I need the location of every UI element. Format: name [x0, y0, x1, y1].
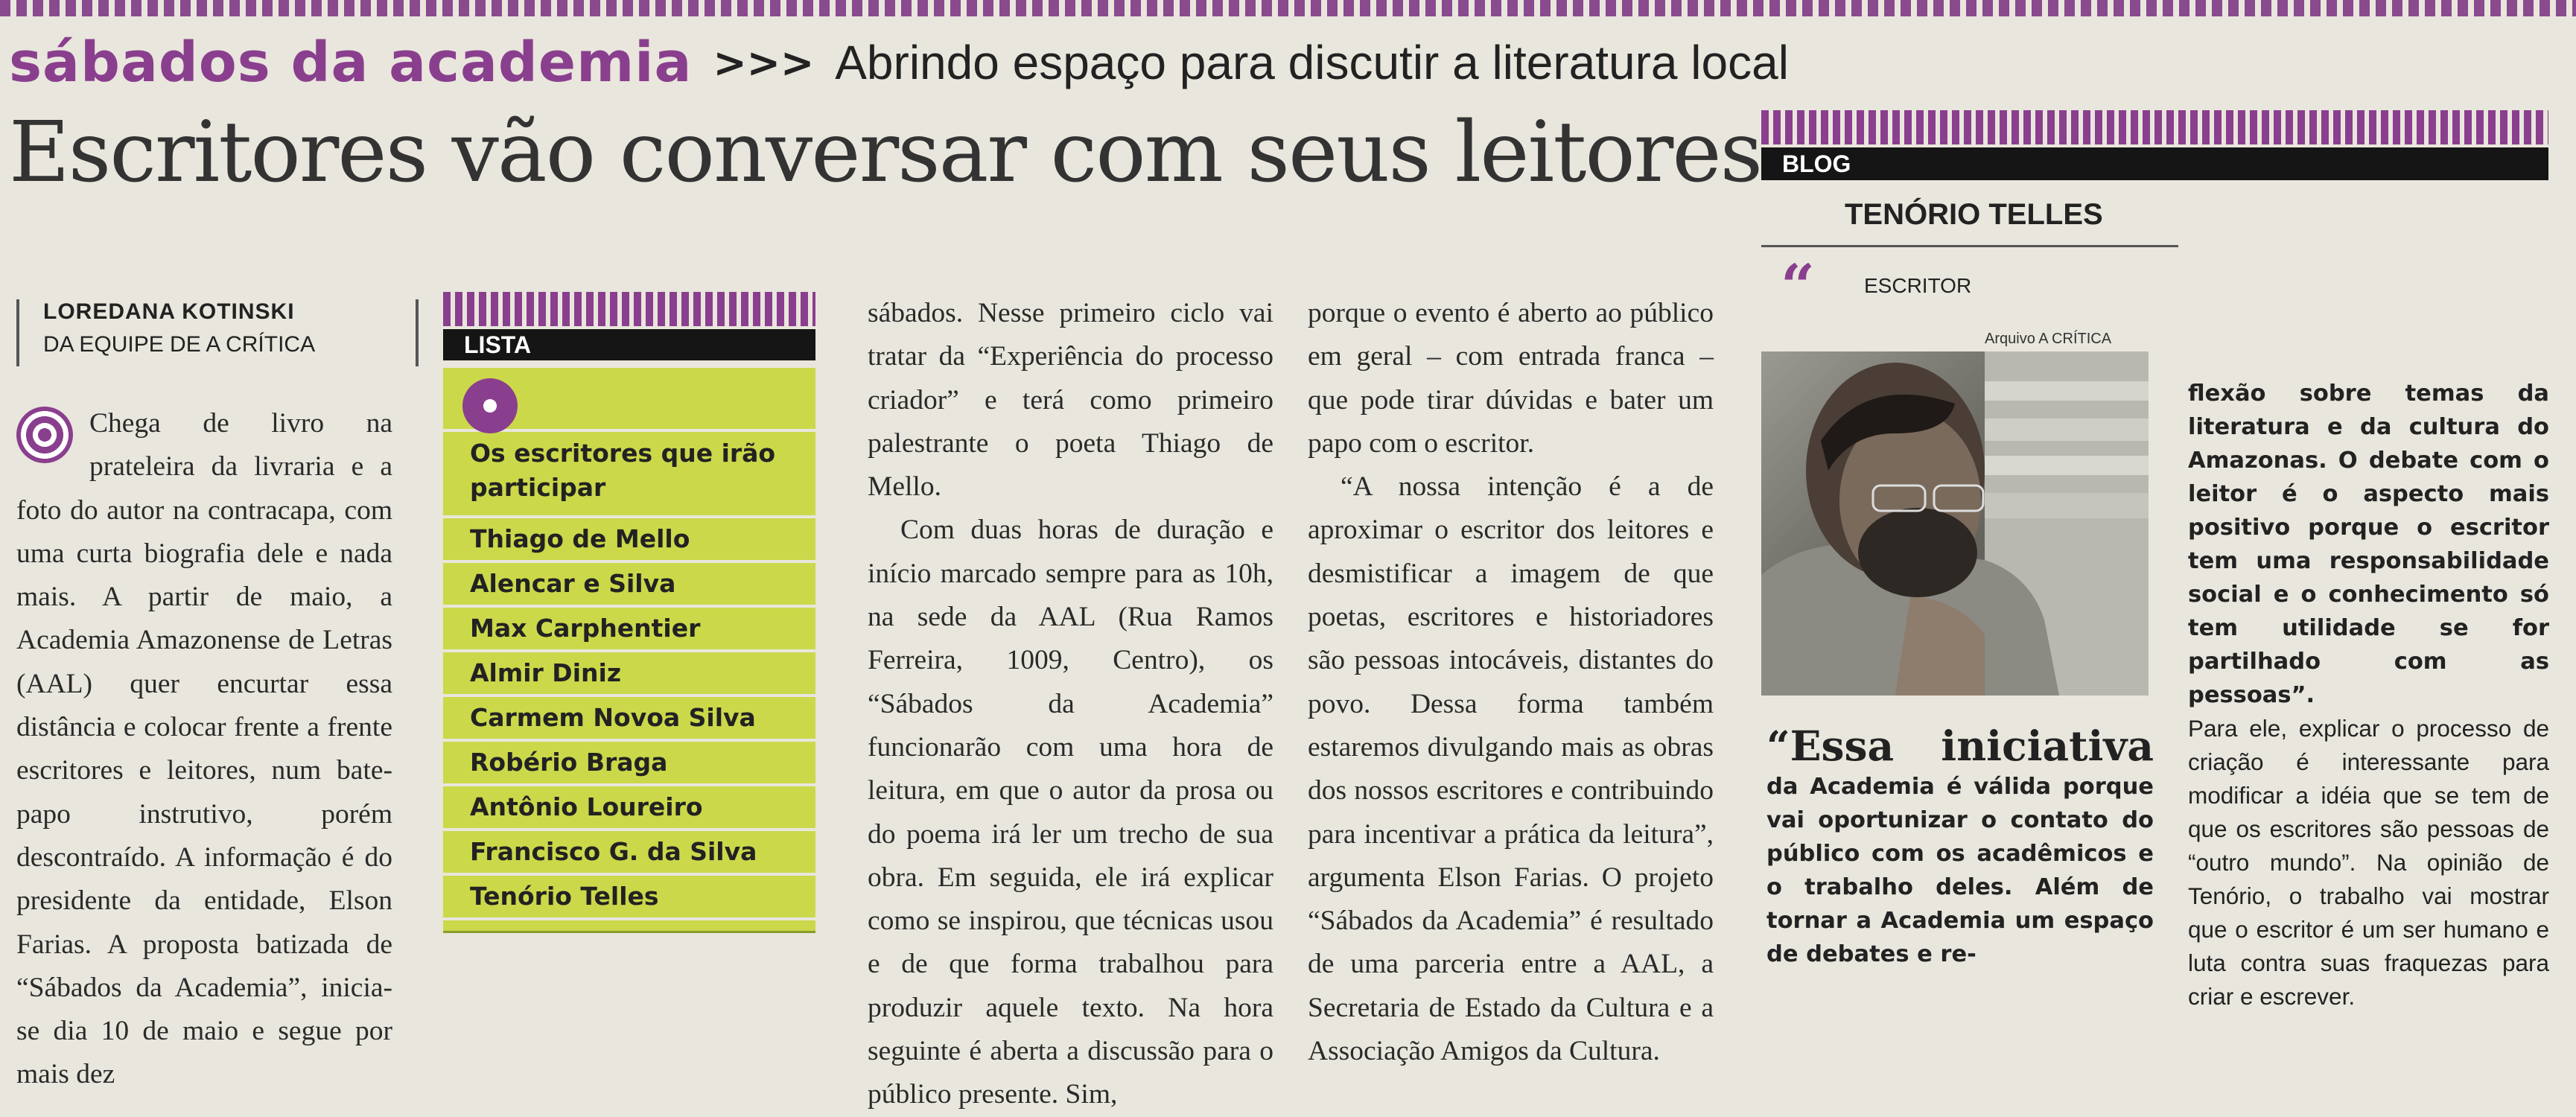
blog-stripe: [1761, 110, 2548, 144]
blog-column: [2188, 377, 2549, 1013]
blog-quote-continuation: flexão sobre temas da literatura e da cultura do Amazonas. O debate com o leitor é o aspecto mais positivo porque o escritor tem uma responsabilidade social e o conhecimento só tem utilidade se for partilhado com as pessoas”.: [2188, 381, 2549, 708]
blog-divider: [1761, 245, 2178, 247]
top-decorative-stripe: [0, 0, 2576, 16]
headline: Escritores vão conversar com seus leitores: [9, 104, 1762, 201]
list-item: Max Carphentier: [443, 608, 815, 652]
pull-quote-lead: “Essa iniciativa: [1766, 722, 2154, 770]
list-item: Thiago de Mello: [443, 518, 815, 563]
byline-author: LOREDANA KOTINSKI: [43, 299, 295, 324]
lista-body: [443, 368, 815, 933]
list-item: Alencar e Silva: [443, 563, 815, 608]
target-bullet-icon: [16, 407, 73, 463]
lista-icon-row: [443, 368, 815, 432]
list-item: Carmem Novoa Silva: [443, 697, 815, 742]
list-item: Antônio Loureiro: [443, 786, 815, 831]
section-name: sábados da academia: [9, 31, 693, 95]
pull-quote: [1766, 724, 2154, 971]
list-item: Francisco G. da Silva: [443, 831, 815, 876]
section-tagline: Abrindo espaço para discutir a literatura local: [835, 36, 1789, 89]
article-column-3: [868, 292, 1273, 1117]
lista-box: [443, 292, 815, 940]
blog-header: BLOG: [1761, 147, 2548, 180]
lista-header: LISTA: [443, 329, 815, 360]
article-paragraph: Chega de livro na prateleira da livraria e a foto do autor na contracapa, com uma curta biografia dele e nada mais. A partir de maio, a Academia Amazonense de Letras (AAL) quer encurtar essa distância e colocar frente a frente escritores e leitores, num bate-papo instrutivo, porém descontraído. A informação é do presidente da entidade, Elson Farias. A proposta batizada de “Sábados da Academia”, inicia-se dia 10 de maio e segue por mais dez: [16, 408, 392, 1090]
article-column-4: [1308, 292, 1714, 1073]
pull-quote-text: da Academia é válida porque vai oportunizar o contato do público com os acadêmicos e o trabalho deles. Além de tornar a Academia um espaço de debates e re-: [1766, 774, 2154, 967]
author-photo: [1761, 351, 2149, 696]
list-item: Tenório Telles: [443, 876, 815, 920]
list-item: Robério Braga: [443, 742, 815, 786]
article-paragraph: porque o evento é aberto ao público em geral – com entrada franca – que pode tirar dúvidas e bater um papo com o escritor.: [1308, 298, 1714, 459]
article-paragraph: sábados. Nesse primeiro ciclo vai tratar da “Experiência do processo criador” e terá como primeiro palestrante o poeta Thiago de Mello.: [868, 298, 1273, 503]
kicker-arrows: >>>: [713, 39, 815, 86]
photo-credit: Arquivo A CRÍTICA: [1985, 331, 2112, 347]
article-column-1: [16, 402, 392, 1097]
blog-role: ESCRITOR: [1864, 274, 1972, 297]
quote-mark-icon: “: [1781, 251, 1816, 321]
blog-role-row: [1761, 251, 2548, 321]
byline-role: DA EQUIPE DE A CRÍTICA: [43, 332, 316, 357]
disc-icon: [462, 378, 518, 433]
blog-box: [1761, 110, 2548, 321]
blog-author: TENÓRIO TELLES: [1845, 198, 2103, 231]
article-paragraph: Com duas horas de duração e início marcado sempre para as 10h, na sede da AAL (Rua Ramos Ferreira, 1009, Centro), os “Sábados da Academia” funcionarão com uma hora de leitura, em que o autor da prosa ou do poema irá ler um trecho de sua obra. Em seguida, ele irá explicar como se inspirou, que técnicas usou e de que forma trabalhou para produzir aquele texto. Na hora seguinte é aberta a discussão para o público presente. Sim,: [868, 515, 1273, 1110]
lista-stripe: [443, 292, 815, 326]
list-item: Almir Diniz: [443, 652, 815, 697]
byline: [16, 299, 419, 366]
section-kicker: [9, 28, 1789, 97]
article-paragraph: “A nossa intenção é a de aproximar o escritor dos leitores e desmistificar a imagem de que poetas, escritores e historiadores são pessoas intocáveis, distantes do povo. Dessa forma também estaremos divulgando mais as obras dos nossos escritores e contribuindo para incentivar a prática da leitura”, argumenta Elson Farias. O projeto “Sábados da Academia” é resultado de uma parceria entre a AAL, a Secretaria de Estado da Cultura e a Associação Amigos da Cultura.: [1308, 471, 1714, 1067]
lista-title: Os escritores que irão participar: [443, 432, 815, 518]
blog-paragraph: Para ele, explicar o processo de criação é interessante para modificar a idéia que se tem de que os escritores são pessoas de “outro mundo”. Na opinião de Tenório, o trabalho vai mostrar que o escritor é um ser humano e luta contra suas fraquezas para criar e escrever.: [2188, 715, 2549, 1010]
